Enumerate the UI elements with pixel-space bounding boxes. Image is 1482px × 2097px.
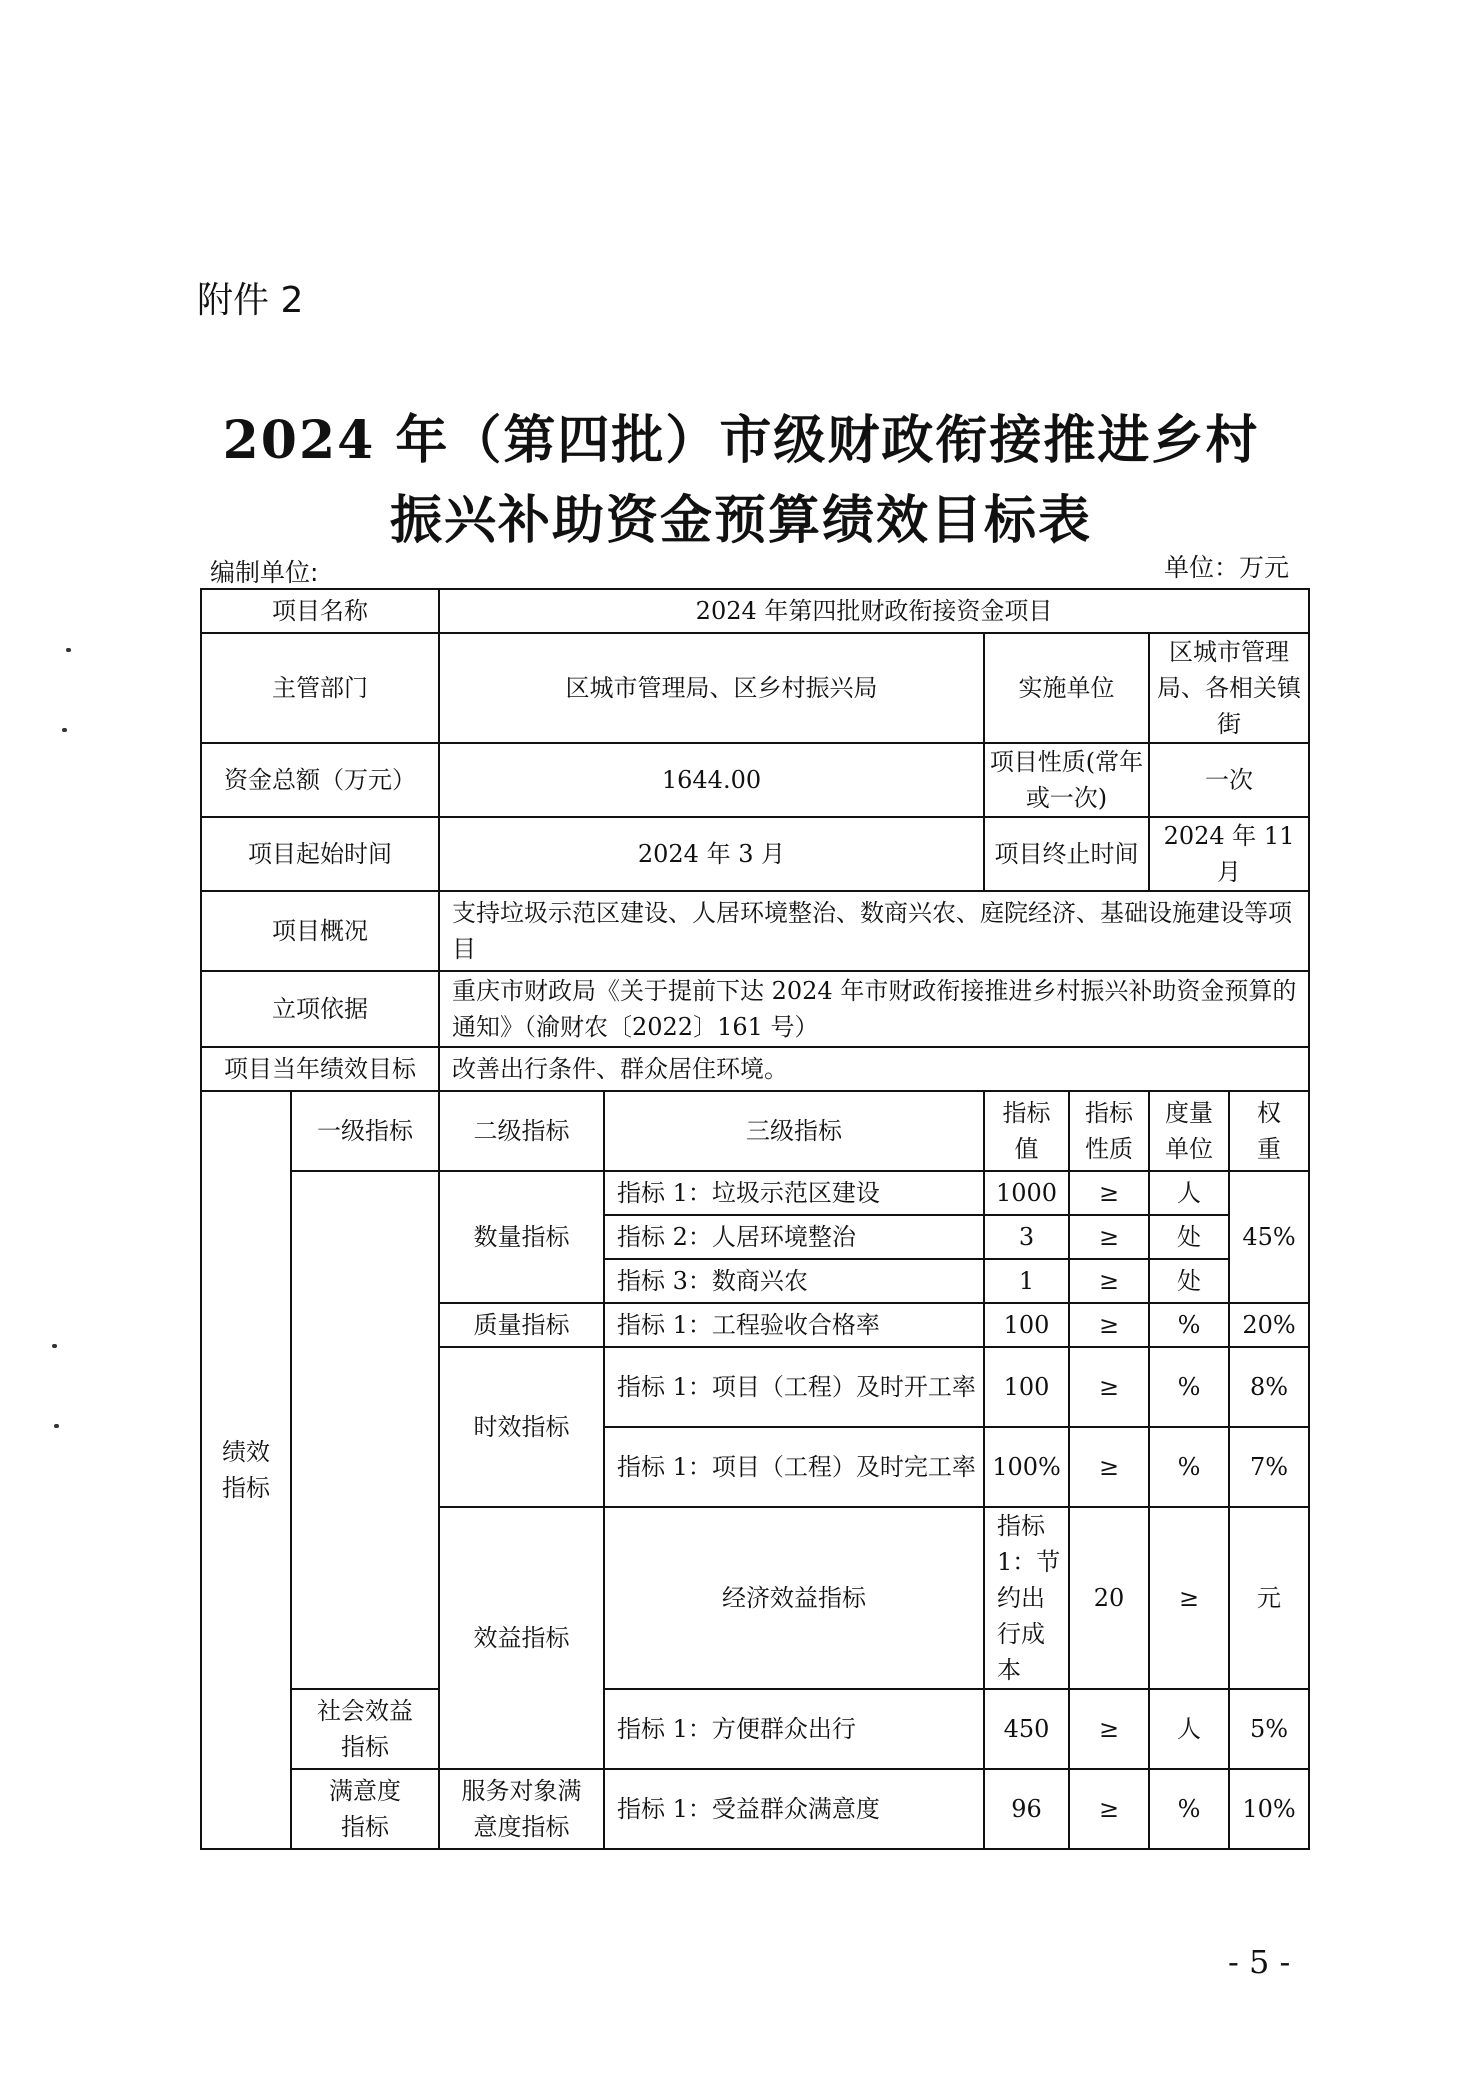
end-label: 项目终止时间 <box>984 817 1149 891</box>
level1-satisfaction: 满意度指标 <box>291 1769 439 1849</box>
scan-speck <box>52 1344 57 1348</box>
prepared-by-label: 编制单位: <box>210 558 319 587</box>
indicator-value: 96 <box>984 1769 1069 1849</box>
indicator-name: 指标 3：数商兴农 <box>604 1259 984 1303</box>
fund-label: 资金总额（万元） <box>201 743 439 817</box>
row-goal <box>201 1047 1309 1091</box>
indicator-unit: 人 <box>1149 1171 1229 1215</box>
header-level3: 三级指标 <box>604 1091 984 1171</box>
impl-value: 区城市管理局、各相关镇街 <box>1149 633 1309 743</box>
header-weight: 权重 <box>1229 1091 1309 1171</box>
document-title-line1: 2024 年（第四批）市级财政衔接推进乡村 <box>222 410 1260 471</box>
attachment-label: 附件 2 <box>197 280 304 321</box>
indicator-unit: % <box>1149 1769 1229 1849</box>
row-overview <box>201 891 1309 971</box>
indicator-unit: 人 <box>1149 1689 1229 1769</box>
dept-label: 主管部门 <box>201 633 439 743</box>
row-basis <box>201 971 1309 1047</box>
indicator-nature: ≥ <box>1069 1215 1149 1259</box>
project-name-label: 项目名称 <box>201 589 439 633</box>
start-label: 项目起始时间 <box>201 817 439 891</box>
indicator-weight: 8% <box>1229 1347 1309 1427</box>
row-department <box>201 633 1309 743</box>
indicator-value: 100 <box>984 1347 1069 1427</box>
indicator-nature: ≥ <box>1069 1689 1149 1769</box>
indicator-value: 100 <box>984 1303 1069 1347</box>
indicator-name: 指标 1：工程验收合格率 <box>604 1303 984 1347</box>
performance-target-table <box>200 588 1310 1850</box>
table-row <box>201 1689 1309 1769</box>
row-project-name <box>201 589 1309 633</box>
indicator-name: 指标 1：项目（工程）及时完工率 <box>604 1427 984 1507</box>
indicator-nature: ≥ <box>1069 1427 1149 1507</box>
header-unit: 度量单位 <box>1149 1091 1229 1171</box>
basis-label: 立项依据 <box>201 971 439 1047</box>
indicator-value: 20 <box>1069 1507 1149 1689</box>
overview-value: 支持垃圾示范区建设、人居环境整治、数商兴农、庭院经济、基础设施建设等项目 <box>439 891 1309 971</box>
indicator-value: 1000 <box>984 1171 1069 1215</box>
indicator-nature: ≥ <box>1149 1507 1229 1689</box>
indicator-name: 指标 1：方便群众出行 <box>604 1689 984 1769</box>
quantity-weight: 45% <box>1229 1171 1309 1303</box>
indicator-section-label: 绩效指标 <box>201 1091 291 1849</box>
level2-social: 社会效益指标 <box>291 1689 439 1769</box>
indicator-nature: ≥ <box>1069 1347 1149 1427</box>
indicator-unit: 处 <box>1149 1215 1229 1259</box>
nature-value: 一次 <box>1149 743 1309 817</box>
indicator-unit: % <box>1149 1347 1229 1427</box>
indicator-weight: 5% <box>1229 1689 1309 1769</box>
header-value: 指标值 <box>984 1091 1069 1171</box>
indicator-weight: 20% <box>1229 1303 1309 1347</box>
impl-label: 实施单位 <box>984 633 1149 743</box>
goal-label: 项目当年绩效目标 <box>201 1047 439 1091</box>
indicator-nature: ≥ <box>1069 1259 1149 1303</box>
level2-quantity: 数量指标 <box>439 1171 604 1303</box>
indicator-nature: ≥ <box>1069 1171 1149 1215</box>
indicator-unit: % <box>1149 1427 1229 1507</box>
project-name-value: 2024 年第四批财政衔接资金项目 <box>439 589 1309 633</box>
level2-service: 服务对象满意度指标 <box>439 1769 604 1849</box>
indicator-unit: 元 <box>1229 1507 1309 1689</box>
indicator-weight: 10% <box>1229 1769 1309 1849</box>
indicator-weight: 7% <box>1229 1427 1309 1507</box>
indicator-unit: 处 <box>1149 1259 1229 1303</box>
header-level1: 一级指标 <box>291 1091 439 1171</box>
indicator-value: 1 <box>984 1259 1069 1303</box>
scan-speck <box>66 648 71 652</box>
level2-economic: 经济效益指标 <box>604 1507 984 1689</box>
table-row <box>201 1171 1309 1215</box>
overview-label: 项目概况 <box>201 891 439 971</box>
level2-quality: 质量指标 <box>439 1303 604 1347</box>
indicator-name: 指标 2：人居环境整治 <box>604 1215 984 1259</box>
indicator-nature: ≥ <box>1069 1769 1149 1849</box>
level2-time: 时效指标 <box>439 1347 604 1507</box>
indicator-value: 100% <box>984 1427 1069 1507</box>
scan-speck <box>62 728 67 732</box>
document-title-line2: 振兴补助资金预算绩效目标表 <box>389 490 1092 551</box>
unit-label: 单位：万元 <box>1163 553 1289 582</box>
goal-value: 改善出行条件、群众居住环境。 <box>439 1047 1309 1091</box>
header-level2: 二级指标 <box>439 1091 604 1171</box>
scan-speck <box>54 1424 59 1428</box>
table-row <box>201 1769 1309 1849</box>
indicator-unit: % <box>1149 1303 1229 1347</box>
indicator-name: 指标 1：项目（工程）及时开工率 <box>604 1347 984 1427</box>
header-nature: 指标性质 <box>1069 1091 1149 1171</box>
basis-value: 重庆市财政局《关于提前下达 2024 年市财政衔接推进乡村振兴补助资金预算的通知》（渝财农〔2022〕161 号） <box>439 971 1309 1047</box>
row-fund <box>201 743 1309 817</box>
indicator-value: 450 <box>984 1689 1069 1769</box>
nature-label: 项目性质(常年或一次) <box>984 743 1149 817</box>
indicator-name: 指标 1：受益群众满意度 <box>604 1769 984 1849</box>
indicator-nature: ≥ <box>1069 1303 1149 1347</box>
level1-output-cell <box>291 1171 439 1689</box>
start-value: 2024 年 3 月 <box>439 817 984 891</box>
indicator-value: 3 <box>984 1215 1069 1259</box>
row-indicator-headers <box>201 1091 1309 1171</box>
page-number: - 5 - <box>1228 1943 1291 1981</box>
dept-value: 区城市管理局、区乡村振兴局 <box>439 633 984 743</box>
row-time <box>201 817 1309 891</box>
indicator-name: 指标 1：垃圾示范区建设 <box>604 1171 984 1215</box>
end-value: 2024 年 11 月 <box>1149 817 1309 891</box>
fund-value: 1644.00 <box>439 743 984 817</box>
indicator-name: 指标 1：节约出行成本 <box>984 1507 1069 1689</box>
level1-benefit: 效益指标 <box>439 1507 604 1769</box>
